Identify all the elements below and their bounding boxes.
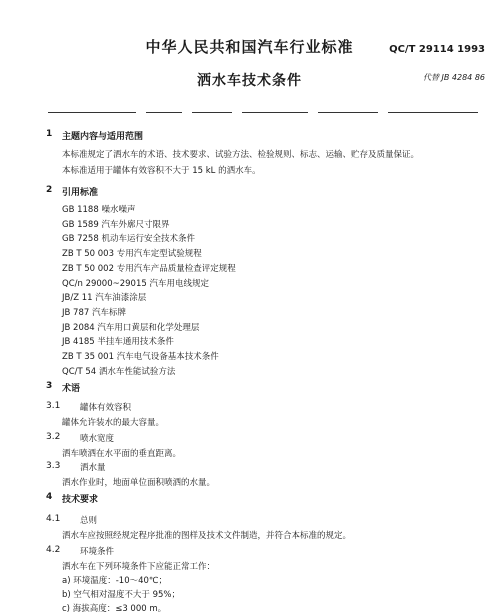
term-3-2-definition: 洒车喷洒在水平面的垂直距离。 xyxy=(62,449,182,459)
section-1-title: 主题内容与适用范围 xyxy=(62,132,144,142)
environment-condition-item: c) 海拔高度：≤3 000 m。 xyxy=(62,604,167,614)
separator-line-mid3 xyxy=(242,112,308,113)
environment-condition-item: b) 空气相对湿度不大于 95%； xyxy=(62,590,181,600)
section-1-paragraph-1: 本标准规定了洒水车的术语、技术要求、试验方法、检验规则、标志、运输、贮存及质量保证。 xyxy=(62,150,420,160)
section-2-title: 引用标准 xyxy=(62,188,99,198)
standard-code: QC/T 29114 1993 xyxy=(389,44,485,55)
separator-line-left xyxy=(48,112,136,113)
separator-line-right xyxy=(388,112,478,113)
term-3-2-title: 喷水宽度 xyxy=(80,434,115,444)
section-4-title: 技术要求 xyxy=(62,495,99,505)
reference-item: JB 787 汽车标牌 xyxy=(62,307,126,318)
section-3-title: 术语 xyxy=(62,384,81,394)
clause-4-2-text: 洒水车在下列环境条件下应能正常工作： xyxy=(62,562,216,572)
clause-4-2-title: 环境条件 xyxy=(80,547,115,557)
reference-item: GB 7258 机动车运行安全技术条件 xyxy=(62,234,195,245)
term-3-1-definition: 罐体允许装水的最大容量。 xyxy=(62,418,165,428)
term-3-3-definition: 洒水作业时，地面单位面积喷洒的水量。 xyxy=(62,478,216,488)
industry-standard-title: 中华人民共和国汽车行业标准 xyxy=(145,38,354,56)
clause-4-2-number: 4.2 xyxy=(46,545,61,555)
separator-line-mid4 xyxy=(318,112,378,113)
section-1-number: 1 xyxy=(46,129,53,139)
term-3-2-number: 3.2 xyxy=(46,432,61,442)
reference-item: GB 1589 汽车外廓尺寸限界 xyxy=(62,219,170,230)
clause-4-1-title: 总则 xyxy=(80,516,98,526)
reference-item: QC/T 54 洒水车性能试验方法 xyxy=(62,366,176,377)
reference-item: GB 1188 噪水噪声 xyxy=(62,205,136,215)
section-4-number: 4 xyxy=(46,492,53,502)
term-3-1-number: 3.1 xyxy=(46,401,61,411)
section-3-number: 3 xyxy=(46,381,53,391)
clause-4-1-text: 洒水车应按照经规定程序批准的图样及技术文件制造，并符合本标准的规定。 xyxy=(62,531,352,541)
reference-item: ZB T 35 001 汽车电气设备基本技术条件 xyxy=(62,352,219,362)
reference-item: JB 4185 半挂车通用技术条件 xyxy=(62,337,174,348)
section-1-paragraph-2: 本标准适用于罐体有效容积不大于 15 kL 的洒水车。 xyxy=(62,166,261,176)
reference-item: ZB T 50 003 专用汽车定型试验规程 xyxy=(62,249,202,260)
reference-item: QC/n 29000~29015 汽车用电线规定 xyxy=(62,278,209,289)
document-title: 洒水车技术条件 xyxy=(197,73,302,89)
record-number: 代替 JB 4284 86 xyxy=(422,73,485,82)
clause-4-1-number: 4.1 xyxy=(46,514,61,524)
reference-item: ZB T 50 002 专用汽车产品质量检查评定规程 xyxy=(62,263,236,274)
term-3-3-title: 洒水量 xyxy=(80,463,106,473)
term-3-1-title: 罐体有效容积 xyxy=(80,403,132,413)
reference-item: JB/Z 11 汽车油漆涂层 xyxy=(62,293,147,304)
term-3-3-number: 3.3 xyxy=(46,461,61,471)
section-2-number: 2 xyxy=(46,185,53,195)
environment-condition-item: a) 环境温度：-10～40℃； xyxy=(62,576,167,586)
separator-line-mid1 xyxy=(146,112,182,113)
reference-item: JB 2084 汽车用口黄层和化学处理层 xyxy=(62,322,200,333)
separator-line-mid2 xyxy=(192,112,232,113)
